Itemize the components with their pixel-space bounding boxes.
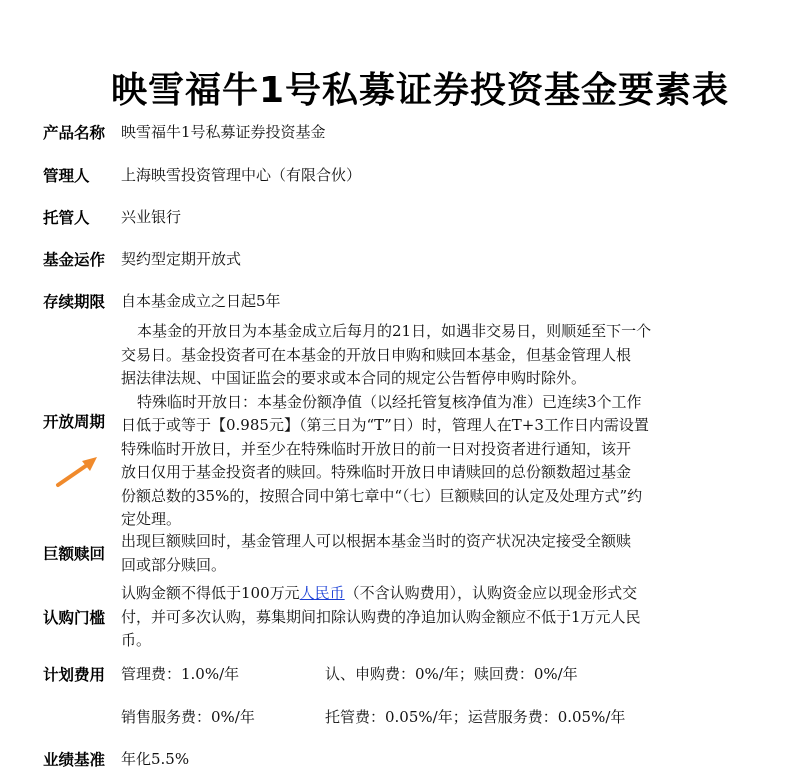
custody-operation-fee: 托管费：0.05%/年；运营服务费：0.05%/年 — [325, 708, 626, 726]
subscription-line: 币。 — [121, 631, 152, 649]
management-fee: 管理费：1.0%/年 — [121, 665, 240, 683]
benchmark-value: 年化5.5% — [121, 750, 190, 768]
page-title: 映雪福牛1号私募证券投资基金要素表 — [110, 70, 730, 111]
subscription-line1-prefix: 认购金额不得低于100万元 — [121, 584, 300, 602]
large-redemption-line: 回或部分赎回。 — [121, 555, 227, 574]
large-redemption-line: 出现巨额赎回时，基金管理人可以根据本基金当时的资产状况决定接受全额赎 — [121, 532, 632, 550]
open-period-line: 放日仅用于基金投资者的赎回。特殊临时开放日申请赎回的总份额数超过基金 — [121, 463, 632, 481]
subscription-label: 认购门槛 — [43, 609, 106, 627]
large-redemption-label: 巨额赎回 — [43, 545, 106, 563]
open-period-label: 开放周期 — [43, 413, 106, 431]
large-redemption-text — [121, 530, 781, 577]
benchmark-label: 业绩基准 — [43, 751, 106, 769]
fund-operation-value: 契约型定期开放式 — [121, 250, 242, 268]
open-period-line: 本基金的开放日为本基金成立后每月的21日，如遇非交易日，则顺延至下一个 — [137, 322, 652, 340]
subscription-line — [121, 582, 781, 606]
open-period-line: 份额总数的35%的，按照合同中第七章中“（七）巨额赎回的认定及处理方式”约 — [121, 486, 643, 505]
custodian-label: 托管人 — [43, 209, 90, 227]
open-period-line: 交易日。基金投资者可在本基金的开放日申购和赎回本基金，但基金管理人根 — [121, 345, 632, 364]
row-fees — [43, 663, 773, 733]
subscription-line: 付，并可多次认购，募集期间扣除认购费的净追加认购金额应不低于1万元人民 — [121, 607, 641, 626]
open-period-text — [121, 320, 781, 532]
product-name-value: 映雪福牛1号私募证券投资基金 — [121, 123, 326, 141]
manager-label: 管理人 — [43, 167, 90, 185]
subscription-line1-suffix: （不含认购费用），认购资金应以现金形式交 — [344, 584, 638, 602]
rmb-link[interactable]: 人民币 — [299, 584, 345, 602]
fund-operation-label: 基金运作 — [43, 251, 106, 269]
duration-label: 存续期限 — [43, 293, 106, 311]
open-period-line: 特殊临时开放日，并至少在特殊临时开放日的前一日对投资者进行通知，该开 — [121, 439, 632, 458]
duration-value: 自本基金成立之日起5年 — [121, 292, 281, 310]
annotation-arrow-icon — [52, 452, 102, 492]
manager-value: 上海映雪投资管理中心（有限合伙） — [121, 166, 362, 184]
custodian-value: 兴业银行 — [121, 208, 182, 226]
open-period-line: 定处理。 — [121, 510, 182, 528]
product-name-label: 产品名称 — [43, 124, 106, 142]
subscription-redemption-fee: 认、申购费：0%/年；赎回费：0%/年 — [325, 665, 578, 683]
open-period-line: 特殊临时开放日：本基金份额净值（以经托管复核净值为准）已连续3个工作 — [137, 392, 642, 411]
subscription-text — [121, 582, 781, 653]
open-period-line: 据法律法规、中国证监会的要求或本合同的规定公告暂停申购时除外。 — [121, 369, 587, 387]
fees-label: 计划费用 — [43, 666, 106, 684]
sales-service-fee: 销售服务费：0%/年 — [121, 708, 255, 726]
open-period-line: 日低于或等于【0.985元】（第三日为“T”日）时，管理人在T+3工作日内需设置 — [121, 416, 649, 434]
